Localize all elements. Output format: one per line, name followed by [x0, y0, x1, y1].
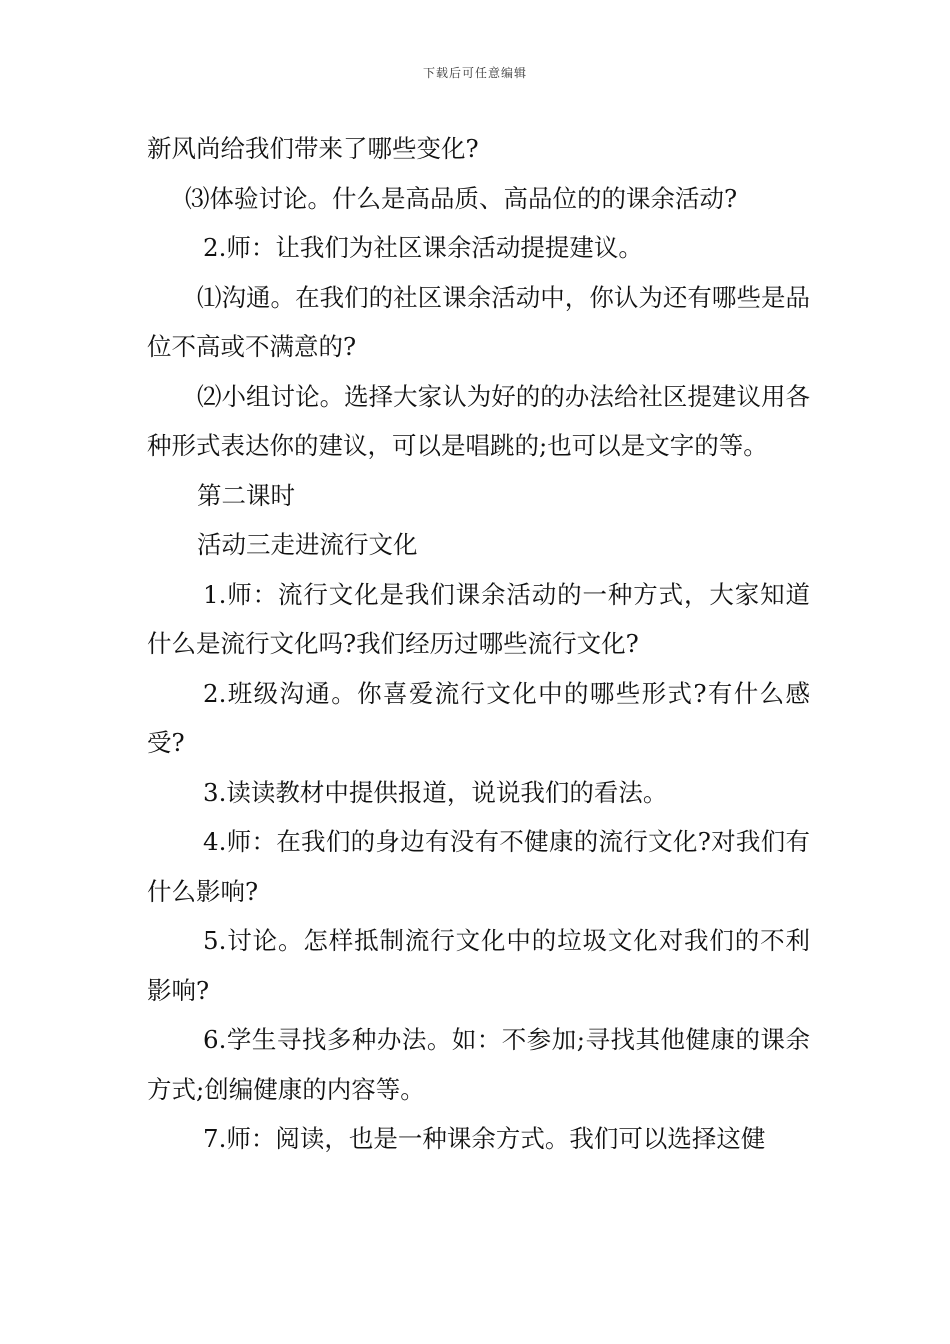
paragraph-step-1: 1.师：流行文化是我们课余活动的一种方式，大家知道什么是流行文化吗?我们经历过哪些流行文化? — [147, 579, 810, 658]
paragraph-step-3: 3.读读教材中提供报道，说说我们的看法。 — [203, 777, 668, 807]
paragraph-continuation: 新风尚给我们带来了哪些变化? — [147, 134, 479, 163]
paragraph-step-5: 5.讨论。怎样抵制流行文化中的垃圾文化对我们的不利影响? — [147, 926, 810, 1005]
paragraph-item-2: ⑵小组讨论。选择大家认为好的的办法给社区提建议用各种形式表达你的建议，可以是唱跳的;也可以是文字的等。 — [147, 381, 810, 460]
page-header: 下载后可任意编辑 — [422, 66, 527, 80]
section-heading-lesson-2: 第二课时 — [197, 480, 295, 510]
paragraph-item-3: ⑶体验讨论。什么是高品质、高品位的的课余活动? — [185, 183, 738, 213]
paragraph-step-7: 7.师：阅读，也是一种课余方式。我们可以选择这健 — [203, 1124, 766, 1153]
paragraph-step-6: 6.学生寻找多种办法。如：不参加;寻找其他健康的课余方式;创编健康的内容等。 — [147, 1025, 810, 1104]
document-body — [147, 124, 810, 1164]
section-heading-activity-3: 活动三走进流行文化 — [197, 530, 418, 559]
paragraph-teacher-2: 2.师：让我们为社区课余活动提提建议。 — [203, 233, 643, 262]
paragraph-item-1: ⑴沟通。在我们的社区课余活动中，你认为还有哪些是品位不高或不满意的? — [147, 282, 810, 361]
paragraph-step-4: 4.师：在我们的身边有没有不健康的流行文化?对我们有什么影响? — [147, 827, 810, 906]
paragraph-step-2: 2.班级沟通。你喜爱流行文化中的哪些形式?有什么感受? — [147, 678, 810, 757]
